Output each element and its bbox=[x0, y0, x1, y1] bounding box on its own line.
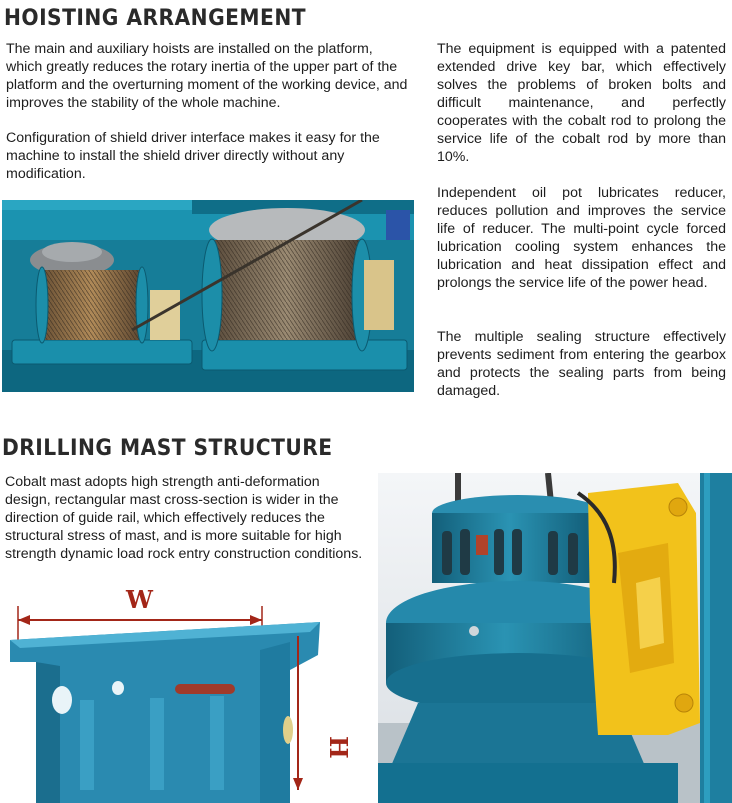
height-label: H bbox=[324, 736, 353, 759]
hoist-winch-photo bbox=[2, 200, 414, 392]
oil-pot-paragraph: Independent oil pot lubricates reducer, reduces pollution and improves the service life of reducer. The multi-point cycle forced lubrication cooling system enhances the lubrication and heat dissipation effect and prolongs the service life of the power head. bbox=[437, 185, 726, 291]
drive-key-bar-paragraph: The equipment is equipped with a patented extended drive key bar, which effectively solves the problems of broken bolts and difficult maintenance, and perfectly cooperates with the cobalt rod to prolong the service life of the cobalt rod by more than 10%. bbox=[437, 41, 726, 165]
width-arrow-right bbox=[250, 615, 262, 625]
power-head-photo bbox=[378, 473, 732, 803]
hoisting-arrangement-heading: HOISTING ARRANGEMENT bbox=[4, 6, 306, 31]
sealing-structure-paragraph: The multiple sealing structure effectively prevents sediment from entering the gearbox and protects the sealing parts from being damaged. bbox=[437, 329, 726, 399]
drilling-mast-structure-heading: DRILLING MAST STRUCTURE bbox=[2, 436, 333, 461]
height-arrow-bottom bbox=[293, 778, 303, 790]
mast-cross-section-diagram bbox=[0, 580, 372, 803]
cobalt-mast-paragraph: Cobalt mast adopts high strength anti-deformation design, rectangular mast cross-section is wider in the direction of guide rail, which effectively reduces the structural stress of mast, and is more suitable for high strength dynamic load rock entry construction conditions. bbox=[5, 474, 363, 562]
width-label: W bbox=[126, 585, 153, 614]
width-arrow-left bbox=[18, 615, 30, 625]
shield-driver-paragraph: Configuration of shield driver interface makes it easy for the machine to install the shield driver directly without any modification. bbox=[6, 130, 380, 182]
hoist-platform-paragraph: The main and auxiliary hoists are installed on the platform, which greatly reduces the rotary inertia of the upper part of the platform and the overturning moment of the working device, and improves the stability of the whole machine. bbox=[6, 41, 408, 111]
